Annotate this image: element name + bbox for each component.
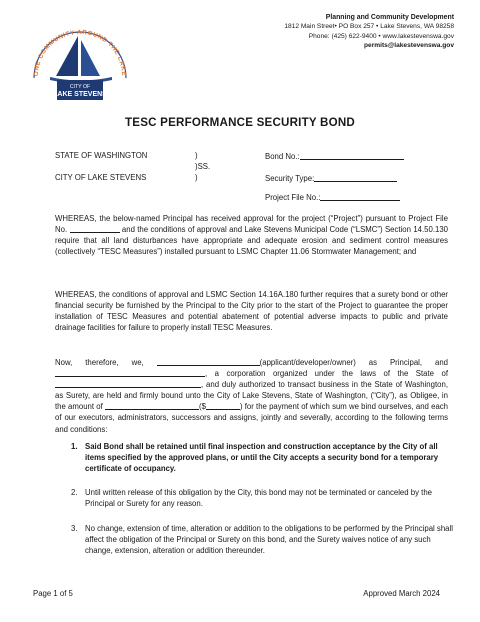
approved-date: Approved March 2024	[363, 589, 440, 598]
list-item: 2. Until written release of this obligation by the City, this bond may not be terminated or canceled by the Principal or Surety for any reason.	[71, 488, 433, 509]
city-logo-icon	[20, 14, 138, 102]
project-file-no-blank[interactable]	[70, 224, 120, 233]
department-name: Planning and Community Development	[325, 14, 454, 21]
amount-words-blank[interactable]	[105, 401, 199, 410]
principal-name-blank[interactable]	[157, 357, 260, 366]
security-type-field[interactable]	[314, 173, 397, 182]
city-label: CITY OF LAKE STEVENS	[55, 173, 147, 182]
bond-meta	[55, 151, 455, 203]
surety-state-blank[interactable]	[55, 379, 201, 388]
project-file-no-field[interactable]	[320, 192, 400, 201]
paren: )	[195, 173, 198, 182]
contact-block	[184, 13, 454, 51]
conditions-list	[55, 442, 455, 556]
list-item: 1. Said Bond shall be retained until final inspection and construction acceptance by the City of all items specified by the approved plans, or until the City accepts a security bond for a temporary certificate of occupancy.	[71, 442, 439, 473]
amount-dollars-blank[interactable]	[206, 401, 240, 410]
phone-website: Phone: (425) 622-9400 • www.lakestevenswa.gov	[308, 32, 454, 40]
ss-label: )SS.	[195, 162, 211, 171]
address: 1812 Main Street• PO Box 257 • Lake Stevens, WA 98258	[284, 23, 454, 31]
state-label: STATE OF WASHINGTON	[55, 151, 148, 160]
bond-no-label: Bond No.:	[265, 152, 300, 161]
page-number: Page 1 of 5	[33, 589, 73, 598]
security-type-label: Security Type:	[265, 174, 315, 183]
list-item: 3. No change, extension of time, alteration or addition to the obligations to be performed by the Principal shall affect the obligation of the Principal or Surety on this bond, and the Surety waives notice of any such change, extension, alteration or addition thereunder.	[71, 523, 453, 555]
whereas-paragraph-2: WHEREAS, the conditions of approval and LSMC Section 14.16A.180 further requires that a surety bond or other financial security be furnished by the Principal to the City prior to the start of the Project to guarantee the proper installation of TESC Measures and potential abatement of potential adverse impacts to public and private drainage facilities for failure to properly install TESC Measures.	[55, 290, 448, 333]
surety-name-blank[interactable]	[55, 368, 205, 377]
bond-no-field[interactable]	[300, 151, 404, 160]
now-therefore-paragraph: Now, therefore, we, (applicant/developer/owner) as Principal, and , a corporation organized under the laws of the State of , and duly authorized to transact business in the State of Washington, as Surety, are held and firmly bound unto the City of Lake Stevens, State of Washington, (“City”), as Obligee, in the amount of ($ ) for the payment of which sum we bind ourselves, and each of our executors, administrators, successors and assigns, jointly and severally, according to the following terms and conditions:	[55, 358, 449, 434]
page-title: TESC PERFORMANCE SECURITY BOND	[125, 116, 355, 129]
logo-line2: LAKE STEVENS	[53, 91, 107, 98]
email-link[interactable]: permits@lakestevenswa.gov	[364, 42, 454, 50]
whereas-paragraph-1: WHEREAS, the below-named Principal has received approval for the project (“Project”) pursuant to Project File No. and the conditions of approval and Lake Stevens Municipal Code (“LSMC”) Section 14.50.130 require that all land disturbances have appropriate and adequate erosion and sediment control measures (collectively “TESC Measures”) installed pursuant to LSMC Chapter 11.06 Stormwater Management; and	[55, 214, 449, 257]
project-file-no-label: Project File No.:	[265, 193, 321, 202]
paren: )	[195, 151, 198, 160]
logo-ring-text: ONE COMMUNITY AROUND THE LAKE	[32, 28, 128, 77]
logo-line1: CITY OF	[69, 84, 91, 90]
